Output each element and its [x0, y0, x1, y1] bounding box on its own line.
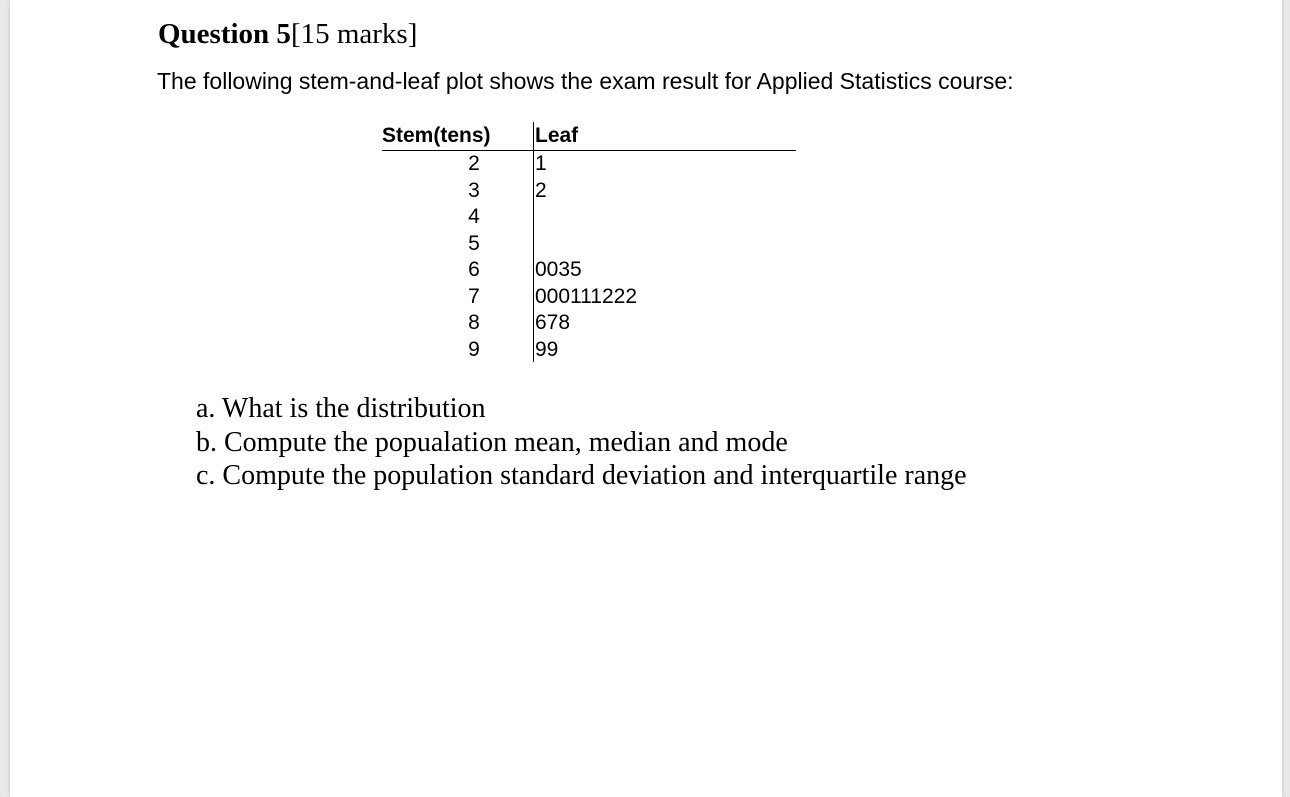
plot-row — [382, 151, 796, 178]
part-b: b. Compute the popualation mean, median and mode — [196, 426, 788, 458]
leaf-values: 000111222 — [535, 284, 637, 308]
stem-header: Stem(tens) — [382, 124, 491, 147]
stem-value: 2 — [468, 152, 480, 175]
stem-and-leaf-plot — [382, 122, 796, 362]
plot-row — [382, 284, 796, 311]
stem-value: 4 — [468, 205, 480, 228]
question-intro: The following stem-and-leaf plot shows the exam result for Applied Statistics course: — [157, 68, 1014, 94]
document-page — [10, 0, 1282, 797]
leaf-values: 0035 — [535, 258, 582, 281]
plot-row — [382, 204, 796, 231]
plot-rows — [382, 151, 796, 363]
question-parts — [196, 392, 967, 493]
leaf-values: 1 — [535, 152, 547, 175]
question-marks: [15 marks] — [290, 18, 418, 50]
stem-value: 7 — [468, 284, 480, 308]
part-a: a. What is the distribution — [196, 393, 486, 424]
stem-value: 6 — [468, 258, 480, 281]
stem-value: 3 — [468, 178, 480, 202]
question-title — [158, 16, 417, 52]
leaf-values: 2 — [535, 178, 547, 202]
stem-value: 8 — [468, 311, 480, 334]
leaf-header: Leaf — [535, 124, 579, 147]
stem-value: 5 — [468, 231, 480, 255]
part-c: c. Compute the population standard deviation and interquartile range — [196, 460, 967, 491]
leaf-values: 678 — [535, 311, 571, 334]
plot-row — [382, 178, 796, 205]
leaf-values: 99 — [535, 337, 559, 361]
plot-row — [382, 231, 796, 258]
question-number: Question 5 — [158, 18, 291, 50]
plot-row — [382, 310, 796, 337]
plot-row — [382, 337, 796, 364]
stem-value: 9 — [468, 337, 480, 361]
plot-row — [382, 257, 796, 284]
